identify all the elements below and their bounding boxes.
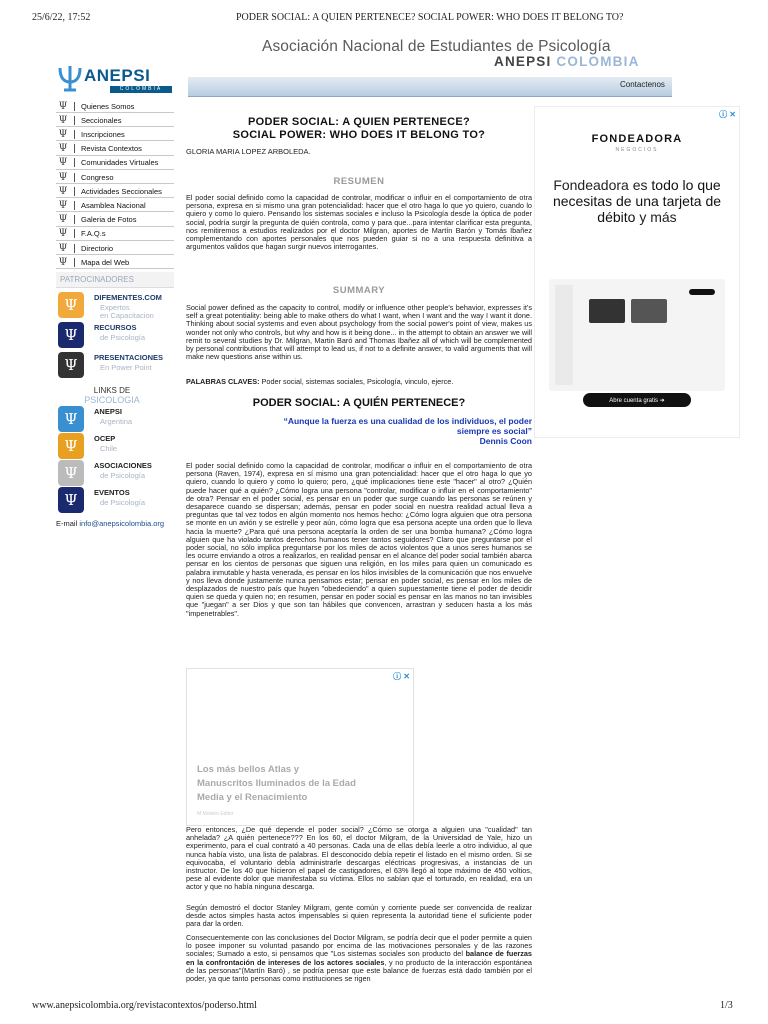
- contact-link[interactable]: Contactenos: [620, 80, 665, 89]
- link-icon: Ψ: [58, 487, 84, 513]
- sidebar-item-label: Congreso: [81, 172, 114, 182]
- psi-icon: Ψ: [58, 114, 68, 126]
- psi-icon: Ψ: [58, 100, 68, 112]
- sidebar-item[interactable]: [56, 143, 174, 156]
- headline-b: todo lo que necesitas de una tarjeta de débito: [552, 177, 722, 225]
- sidebar-item[interactable]: [56, 228, 174, 241]
- brand-colombia: COLOMBIA: [556, 54, 640, 69]
- keywords-label: PALABRAS CLAVES:: [186, 377, 260, 386]
- sidebar-item[interactable]: [56, 128, 174, 141]
- psych-link[interactable]: [56, 460, 174, 488]
- article-author: GLORIA MARIA LOPEZ ARBOLEDA.: [186, 147, 311, 156]
- right-ad-cta-button[interactable]: Abre cuenta gratis ➜: [583, 393, 691, 407]
- article-heading-2: PODER SOCIAL: A QUIÉN PERTENECE?: [252, 397, 466, 409]
- psych-link[interactable]: [56, 487, 174, 515]
- brand-anepsi: ANEPSI: [494, 54, 552, 69]
- print-page-number: 1/3: [720, 1000, 733, 1011]
- quote-line-1: “Aunque la fuerza es una cualidad de los individuos, el poder: [283, 416, 532, 426]
- quote-line-2: siempre es social”: [456, 426, 532, 436]
- link-title: ANEPSI: [94, 407, 122, 416]
- sponsor-banner[interactable]: [56, 322, 174, 350]
- link-sub: de Psicología: [100, 471, 146, 480]
- separator: [74, 116, 75, 125]
- summary-text: Social power defined as the capacity to control, modify or influence other people's behavior, expresses it's self a great potentiality: being able to make others do what I want, when I want and the way I want it done. Thinking about social systems and even about psychology from the social power's point of view, makes us wonder not only who controls, but why and how is it being done... in the attempt to obtain an answer we will remit to several studies by Dr. Milgran, Martin Baró and Thomas Ibañez all of which will be complemented by personal contributions that will attempt to lead us, if not to a definite answer, to valid arguments that will make new questions arise within us.: [186, 303, 532, 362]
- link-title: ASOCIACIONES: [94, 461, 152, 470]
- body-4-end: , y no producto de la interacción espontánea de las personas"(Martín Baró) , se podría pensar que este balance de fuerzas está dado también por el poder, ya que tanto personas como instituciones se rigen: [186, 957, 532, 984]
- print-title: PODER SOCIAL: A QUIEN PERTENECE? SOCIAL POWER: WHO DOES IT BELONG TO?: [236, 12, 624, 23]
- separator: [74, 215, 75, 224]
- ad-choices-icon[interactable]: ⓘ ✕: [393, 672, 410, 681]
- psi-icon: Ψ: [58, 185, 68, 197]
- sidebar-item-label: Asamblea Nacional: [81, 200, 146, 210]
- sponsor-sub: de Psicología: [100, 333, 146, 342]
- sponsor-title: RECURSOS: [94, 323, 137, 332]
- app-card-graphic: [589, 299, 625, 323]
- logo-subtext: COLOMBIA: [110, 86, 172, 93]
- app-sidebar-graphic: [555, 285, 573, 385]
- inline-ad-source: M Moleiro Editor: [197, 811, 234, 817]
- right-ad-app-screenshot: [549, 279, 725, 391]
- links-heading-label: LINKS DE: [93, 386, 131, 395]
- links-heading-sub: PSICOLOGIA: [84, 395, 140, 405]
- link-icon: Ψ: [58, 460, 84, 486]
- psych-link[interactable]: [56, 406, 174, 434]
- sidebar-item[interactable]: [56, 114, 174, 127]
- sidebar-item-label: Mapa del Web: [81, 257, 130, 267]
- sponsor-sub-2: en Capacitacion: [100, 311, 154, 320]
- sponsor-icon: Ψ: [58, 322, 84, 348]
- psi-icon: Ψ: [58, 199, 68, 211]
- sponsor-sub: Expertos: [100, 303, 130, 312]
- right-ad[interactable]: [534, 106, 740, 438]
- body-4-start: Consecuentemente con las conclusiones del Doctor Milgram, se podría decir que el poder permite a quien lo posee imponer su voluntad pasando por encima de las motivaciones personales y de las razones sociales; Sumado a esto, si pensamos que "Los sistemas sociales son producto del: [186, 934, 532, 959]
- article-title-en: SOCIAL POWER: WHO DOES IT BELONG TO?: [232, 129, 486, 141]
- psi-icon: Ψ: [58, 256, 68, 268]
- psi-icon: Ψ: [58, 228, 68, 240]
- article-title-es: PODER SOCIAL: A QUIEN PERTENECE?: [247, 116, 471, 128]
- sidebar-item-label: F.A.Q.s: [81, 229, 106, 239]
- psi-icon: Ψ: [58, 157, 68, 169]
- psi-icon: Ψ: [58, 171, 68, 183]
- body-paragraph-4: [186, 934, 532, 994]
- body-4-emphasis: balance de fuerzas en la confrontación de intereses de los actores sociales: [186, 949, 532, 967]
- sidebar-item-label: Revista Contextos: [81, 144, 142, 154]
- separator: [74, 158, 75, 167]
- app-button-graphic: [689, 289, 715, 295]
- separator: [74, 187, 75, 196]
- sponsor-banner[interactable]: [56, 292, 174, 320]
- print-datetime: 25/6/22, 17:52: [32, 12, 91, 23]
- sidebar-item[interactable]: [56, 199, 174, 212]
- body-paragraph-1: El poder social definido como la capacidad de controlar, modificar o influir en el comportamiento de otra persona (Raven, 1974), expresa en sí mismo una gran potencialidad: hacer que el otro haga lo que yo quiero, cuando lo quiero y como lo quiero; pero, ¿qué implicaciones tiene este "hacer" al otro? ¿Quién puede hacer qué a quién? ¿Cómo logra una persona "controlar, modificar o influir en el comportamiento" de otra? Pensar en el poder social, es pensar en un poder que surge cuando las personas se reúnen y desaparece cuando se dispersan; además, pensar en poder social en nuestra realidad actual lleva a preguntas que tal vez todos en algún momento nos hemos hecho: ¿Cómo logra alguien que otra persona se monte en un avión y se estrelle y peor aún, cómo logra que esa persona acepte una orden que lo lleva hacia la muerte? ¿Para qué una persona aceptaría la orden de ser una bomba humana? ¿Cómo logra alguien que ha violado tantos derechos humanos tener tantos seguidores? Claro que preguntarse por el poder social, no sólo implica preguntarse por los miles de actos violentos que a unos seres humanos se les ocurre enviando a otros a realizarlos, en realidad pensar en el alcance del poder social también abarca pensar en los cientos de personas que siguen una religión, en los miles para quien un comunicado es palabra inmutable y hasta venerada, es pensar en los hilos invisibles de la comunicación que nos envuelve y nos lleva donde justamente nunca pensamos estar; pensar en poder social, es pensar en los miles de desplazados de nuestro país que huyen "obedeciendo" a quien supuestamente tiene el poder de decidir quien se queda y quien no; en resumen, pensar en poder social es pensar en las manos no tan invisibles que "juegan" a ser Dios y que son tan hábiles que convencen, arrastran y seducen hasta a los más "impenetrables".: [186, 462, 532, 618]
- sidebar-item-label: Comunidades Virtuales: [81, 158, 159, 168]
- separator: [74, 201, 75, 210]
- separator: [74, 258, 75, 267]
- site-banner-brand: [494, 54, 640, 69]
- resumen-heading: RESUMEN: [333, 176, 385, 187]
- psi-icon: Ψ: [58, 214, 68, 226]
- right-ad-brand: FONDEADORA: [591, 133, 683, 145]
- inline-ad-text: Los más bellos Atlas y Manuscritos Iluminados de la Edad Media y el Renacimiento: [197, 764, 356, 803]
- separator: [74, 144, 75, 153]
- sponsor-icon: Ψ: [58, 292, 84, 318]
- separator: [74, 229, 75, 238]
- sponsor-banner[interactable]: [56, 352, 174, 380]
- right-ad-headline: [549, 177, 725, 225]
- site-banner-title: Asociación Nacional de Estudiantes de Psicología: [262, 38, 611, 55]
- sponsor-icon: Ψ: [58, 352, 84, 378]
- left-sidebar: [56, 96, 176, 626]
- link-icon: Ψ: [58, 406, 84, 432]
- link-icon: Ψ: [58, 433, 84, 459]
- print-url: www.anepsicolombia.org/revistacontextos/poderso.html: [32, 1000, 257, 1011]
- sidebar-item[interactable]: [56, 242, 174, 255]
- contact-email: [56, 519, 164, 528]
- logo-text: ANEPSI: [84, 66, 151, 85]
- links-heading: [62, 386, 162, 405]
- link-sub: Argentina: [100, 417, 133, 426]
- psi-icon: Ψ: [58, 128, 68, 140]
- inline-ad[interactable]: [186, 668, 414, 826]
- psi-icon: Ψ: [58, 143, 68, 155]
- sponsor-sub: En Power Point: [100, 363, 152, 372]
- link-sub: Chile: [100, 444, 118, 453]
- sidebar-item[interactable]: [56, 171, 174, 184]
- email-link[interactable]: info@anepsicolombia.org: [79, 519, 165, 528]
- sidebar-item-label: Seccionales: [81, 115, 122, 125]
- resumen-text: El poder social definido como la capacidad de controlar, modificar o influir en el comportamiento de otra persona, expresa en si mismo una gran potencialidad: hacer que el otro haga lo que yo quiero, cuando lo quiero y como lo quiero. Pensando los sistemas sociales e incluso la Psicología desde la óptica de poder social, podría surgir la pregunta de quién controla, como y para que...para intentar clarificar esta pregunta, nos remitiremos a estudios realizados por el doctor Milgran, aportes de Martín Barón y Tomás Ibañez complementando con aportes personales que nos pueden guiar si no a una respuesta definitiva a argumentos validos que hagan surgir nuevos interrogantes.: [186, 193, 532, 252]
- body-paragraph-3: Según demostró el doctor Stanley Milgram, gente común y corriente puede ser convencida de realizar desde actos simples hasta actos impensables si quien representa la autoridad tiene el suficiente poder para dar la orden.: [186, 903, 532, 929]
- headline-a: Fondeadora es: [553, 177, 652, 193]
- sidebar-item-label: Quienes Somos: [81, 101, 135, 111]
- separator: [74, 244, 75, 253]
- right-ad-brand-sub: NEGOCIOS: [615, 147, 659, 153]
- quote-author: Dennis Coon: [479, 436, 532, 446]
- headline-c: y más: [635, 209, 677, 225]
- sidebar-item[interactable]: [56, 185, 174, 198]
- link-title: OCEP: [94, 434, 116, 443]
- sidebar-item-label: Galeria de Fotos: [81, 215, 137, 225]
- sidebar-item[interactable]: [56, 100, 174, 113]
- psi-icon: Ψ: [58, 242, 68, 254]
- sponsor-title: PRESENTACIONES: [94, 353, 164, 362]
- summary-heading: SUMMARY: [332, 285, 386, 296]
- epigraph-quote: [186, 416, 532, 446]
- psych-link[interactable]: [56, 433, 174, 461]
- keywords: [186, 378, 532, 386]
- separator: [74, 173, 75, 182]
- sidebar-item-label: Actividades Seccionales: [81, 186, 162, 196]
- sidebar-item[interactable]: [56, 214, 174, 227]
- sidebar-item-label: Directorio: [81, 243, 114, 253]
- top-navbar: [188, 77, 672, 97]
- app-card-graphic: [631, 299, 667, 323]
- sidebar-item[interactable]: [56, 157, 174, 170]
- anepsi-logo[interactable]: [56, 62, 186, 96]
- sponsor-title: DIFEMENTES.COM: [94, 293, 162, 302]
- separator: [74, 130, 75, 139]
- right-ad-choices-icon[interactable]: ⓘ ✕: [719, 110, 736, 119]
- email-label: E-mail: [56, 519, 78, 528]
- sponsors-heading: PATROCINADORES: [56, 272, 174, 288]
- sidebar-item-label: Inscripciones: [81, 129, 125, 139]
- keywords-text: Poder social, sistemas sociales, Psicología, vinculo, ejerce.: [261, 377, 454, 386]
- body-paragraph-2: Pero entonces, ¿De qué depende el poder social? ¿Cómo se otorga a alguien una "cualidad" tan anhelada? ¿A quién pertenece??? En los 60, el doctor Milgram, de la Universidad de Yale, hizo un experimento, para el cual contrató a 40 personas. Cada una de ellas debía leerle a otro individuo, al que nunca había visto, una lista de palabras. El desconocido debía repetir el listado en el mismo orden. Si se equivocaba, el voluntario debía administrarle descargas eléctricas progresivas, a instancias de un instructor. De los 40 que hicieron el papel de castigadores, el 63% llegó al tope máximo de 450 voltios, pese al evidente dolor que manifestaba su víctima. Ellos no sabían que el torturado, en realidad, era un actor y que no había ninguna descarga.: [186, 826, 532, 892]
- link-title: EVENTOS: [94, 488, 130, 497]
- link-sub: de Psicología: [100, 498, 146, 507]
- separator: [74, 102, 75, 111]
- sidebar-item[interactable]: [56, 256, 174, 269]
